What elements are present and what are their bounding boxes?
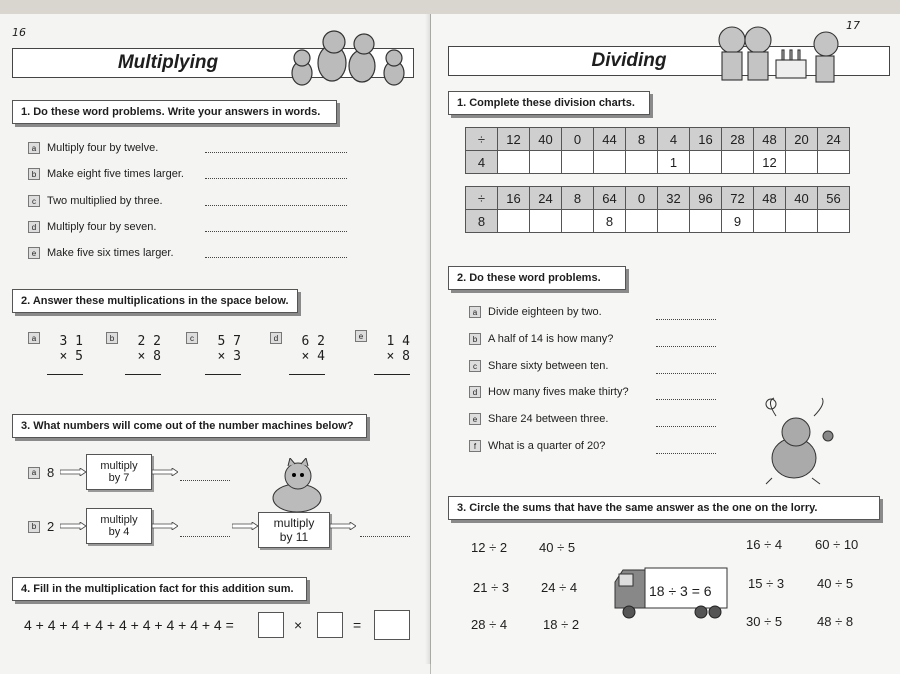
header-cell: 64 — [594, 187, 626, 210]
answer-cell[interactable] — [562, 210, 594, 233]
right-q2-item-d: d How many fives make thirty? — [469, 386, 629, 398]
left-q2-heading: 2. Answer these multiplications in the space below. — [12, 289, 298, 313]
header-cell: 48 — [754, 128, 786, 151]
left-page — [0, 14, 431, 674]
left-q1-item-c: c Two multiplied by three. — [28, 195, 163, 207]
answer-cell[interactable] — [626, 210, 658, 233]
header-cell: 0 — [562, 128, 594, 151]
left-q3-b-machine-2: multiply by 11 — [258, 512, 330, 548]
sum-item[interactable]: 28 ÷ 4 — [471, 617, 508, 632]
sum-item[interactable]: 60 ÷ 10 — [815, 537, 859, 552]
title-text: Dividing — [591, 50, 667, 71]
right-q2-item-e: e Share 24 between three. — [469, 413, 608, 425]
right-q2-heading: 2. Do these word problems. — [448, 266, 626, 290]
left-q1-item-a: a Multiply four by twelve. — [28, 142, 158, 154]
sum-item[interactable]: 18 ÷ 2 — [543, 617, 580, 632]
left-q1-item-b: b Make eight five times larger. — [28, 168, 184, 180]
right-q2-item-f: f What is a quarter of 20? — [469, 440, 605, 452]
right-q1-heading: 1. Complete these division charts. — [448, 91, 650, 115]
left-q2-label-e: e — [355, 330, 374, 342]
left-q3-a-row: a 8 — [28, 465, 54, 480]
left-q3-heading: 3. What numbers will come out of the number machines below? — [12, 414, 367, 438]
arrow-right-icon — [152, 468, 178, 476]
answer-cell[interactable] — [594, 151, 626, 174]
answer-cell[interactable] — [658, 210, 690, 233]
answer-cell[interactable] — [562, 151, 594, 174]
left-q1-answer-b[interactable] — [205, 178, 347, 179]
arrow-right-icon — [152, 522, 178, 530]
left-q4-box-2[interactable] — [317, 612, 343, 638]
right-q2-answer-b[interactable] — [656, 346, 716, 347]
answer-cell[interactable] — [786, 151, 818, 174]
left-q2-label-b: b — [106, 332, 125, 344]
answer-cell[interactable] — [690, 210, 722, 233]
sum-item[interactable]: 40 ÷ 5 — [817, 576, 854, 591]
answer-cell[interactable] — [818, 151, 850, 174]
header-cell: 72 — [722, 187, 754, 210]
times-sign: × — [294, 617, 303, 633]
wolf-illustration — [756, 396, 846, 486]
answer-cell[interactable]: 9 — [722, 210, 754, 233]
left-q4-box-answer[interactable] — [374, 610, 410, 640]
divisor-cell: 4 — [466, 151, 498, 174]
header-cell: 56 — [818, 187, 850, 210]
left-q3-b-row: b 2 — [28, 519, 54, 534]
equals-sign: = — [353, 617, 362, 633]
header-cell: 16 — [498, 187, 530, 210]
sum-item[interactable]: 16 ÷ 4 — [746, 537, 783, 552]
header-cell: 20 — [786, 128, 818, 151]
answer-cell[interactable]: 8 — [594, 210, 626, 233]
header-cell: 96 — [690, 187, 722, 210]
left-q1-answer-d[interactable] — [205, 231, 347, 232]
header-cell: 32 — [658, 187, 690, 210]
left-q2-label-c: c — [186, 332, 205, 344]
division-chart-1 — [465, 127, 850, 174]
sum-item[interactable]: 12 ÷ 2 — [471, 540, 508, 555]
left-q1-heading: 1. Do these word problems. Write your answers in words. — [12, 100, 337, 124]
left-q4-sum: 4 + 4 + 4 + 4 + 4 + 4 + 4 + 4 + 4 = — [24, 617, 234, 633]
left-q1-answer-c[interactable] — [205, 205, 347, 206]
answer-cell[interactable] — [754, 210, 786, 233]
answer-line[interactable] — [47, 374, 83, 376]
cats-illustration — [282, 18, 412, 88]
header-cell: 48 — [754, 187, 786, 210]
answer-cell[interactable] — [498, 210, 530, 233]
left-q2-label-a: a — [28, 332, 47, 344]
answer-cell[interactable]: 1 — [658, 151, 690, 174]
arrow-right-icon — [60, 522, 86, 530]
right-q3-heading: 3. Circle the sums that have the same answer as the one on the lorry. — [448, 496, 880, 520]
header-cell: 24 — [530, 187, 562, 210]
arrow-right-icon — [330, 522, 356, 530]
left-q2-mult-d: 6 2 × 4 — [289, 334, 325, 376]
answer-cell[interactable] — [530, 210, 562, 233]
header-cell: 4 — [658, 128, 690, 151]
header-cell: 8 — [562, 187, 594, 210]
sum-item[interactable]: 30 ÷ 5 — [746, 614, 783, 629]
arrow-right-icon — [60, 468, 86, 476]
sum-item[interactable]: 48 ÷ 8 — [817, 614, 854, 629]
left-q3-b-answer-2[interactable] — [360, 536, 410, 537]
answer-cell[interactable]: 12 — [754, 151, 786, 174]
title-text: Multiplying — [117, 52, 219, 73]
sum-item[interactable]: 21 ÷ 3 — [473, 580, 510, 595]
header-cell: 24 — [818, 128, 850, 151]
header-cell: 8 — [626, 128, 658, 151]
page-number-right: 17 — [846, 19, 860, 32]
right-q2-answer-d[interactable] — [656, 399, 716, 400]
answer-line[interactable] — [374, 374, 410, 376]
answer-cell[interactable] — [530, 151, 562, 174]
left-q2-mult-e: 1 4 × 8 — [374, 334, 410, 376]
right-q2-answer-f[interactable] — [656, 453, 716, 454]
right-q2-item-a: a Divide eighteen by two. — [469, 306, 602, 318]
left-q2-label-d: d — [270, 332, 289, 344]
answer-line[interactable] — [125, 374, 161, 376]
left-q2-mult-a: 3 1 × 5 — [47, 334, 83, 376]
header-cell: 44 — [594, 128, 626, 151]
cat-illustration — [268, 458, 326, 514]
answer-cell[interactable] — [690, 151, 722, 174]
op-cell: ÷ — [466, 128, 498, 151]
left-q3-b-answer-1[interactable] — [180, 536, 230, 537]
answer-cell[interactable] — [722, 151, 754, 174]
right-q2-item-c: c Share sixty between ten. — [469, 360, 608, 372]
left-q3-b-machine-1: multiply by 4 — [86, 508, 152, 544]
header-cell: 40 — [786, 187, 818, 210]
lorry-sum: 18 ÷ 3 = 6 — [649, 583, 712, 599]
answer-cell[interactable] — [818, 210, 850, 233]
right-page — [431, 14, 900, 674]
right-q2-item-b: b A half of 14 is how many? — [469, 333, 613, 345]
left-q2-mult-b: 2 2 × 8 — [125, 334, 161, 376]
answer-cell[interactable] — [786, 210, 818, 233]
right-q2-answer-a[interactable] — [656, 319, 716, 320]
left-q1-answer-a[interactable] — [205, 152, 347, 153]
op-cell: ÷ — [466, 187, 498, 210]
header-cell: 12 — [498, 128, 530, 151]
header-cell: 40 — [530, 128, 562, 151]
right-q2-answer-e[interactable] — [656, 426, 716, 427]
right-q2-answer-c[interactable] — [656, 373, 716, 374]
left-q3-a-machine: multiply by 7 — [86, 454, 152, 490]
answer-cell[interactable] — [498, 151, 530, 174]
page-number-left: 16 — [12, 26, 26, 39]
left-q4-box-1[interactable] — [258, 612, 284, 638]
sum-item[interactable]: 15 ÷ 3 — [748, 576, 785, 591]
division-chart-2 — [465, 186, 850, 233]
sum-item[interactable]: 24 ÷ 4 — [541, 580, 578, 595]
left-q3-a-answer[interactable] — [180, 480, 230, 481]
header-cell: 16 — [690, 128, 722, 151]
left-q1-item-e: e Make five six times larger. — [28, 247, 174, 259]
sum-item[interactable]: 40 ÷ 5 — [539, 540, 576, 555]
left-q2-mult-c: 5 7 × 3 — [205, 334, 241, 376]
header-cell: 0 — [626, 187, 658, 210]
left-q4-heading: 4. Fill in the multiplication fact for this addition sum. — [12, 577, 307, 601]
left-q1-item-d: d Multiply four by seven. — [28, 221, 156, 233]
arrow-right-icon — [232, 522, 258, 530]
header-cell: 28 — [722, 128, 754, 151]
answer-cell[interactable] — [626, 151, 658, 174]
answer-line[interactable] — [205, 374, 241, 376]
answer-line[interactable] — [289, 374, 325, 376]
birthday-children-illustration — [716, 22, 844, 84]
left-q1-answer-e[interactable] — [205, 257, 347, 258]
divisor-cell: 8 — [466, 210, 498, 233]
